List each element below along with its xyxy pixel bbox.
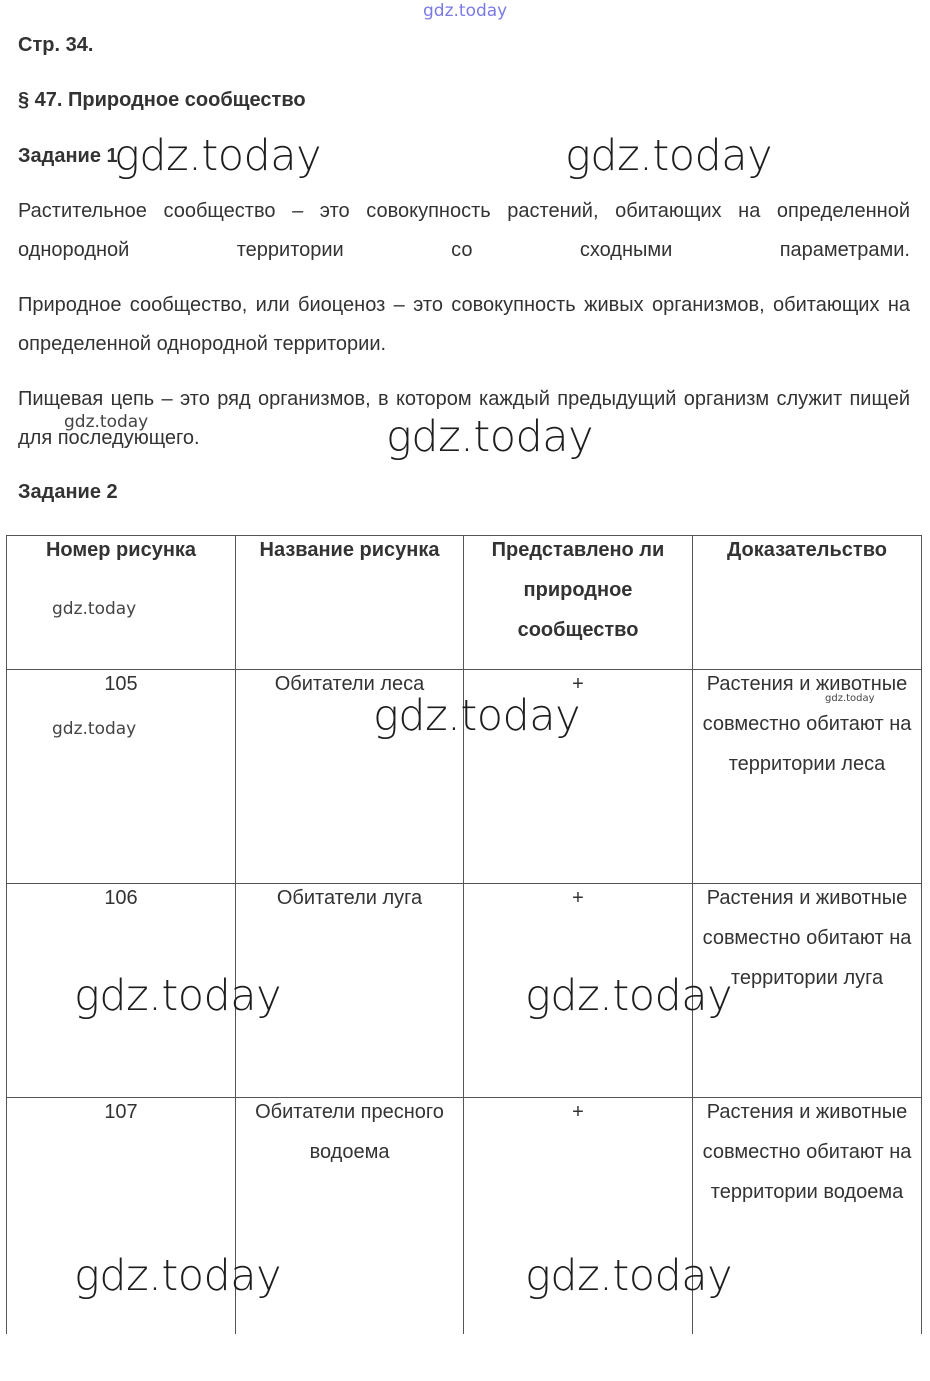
watermark: gdz.today: [386, 412, 594, 462]
watermark-small: gdz.today: [52, 599, 137, 619]
watermark: gdz.today: [74, 1251, 282, 1301]
paragraph-biocenosis: Природное сообщество, или биоценоз – это совокупность живых организмов, обитающих на определенной однородной территории.: [18, 294, 910, 355]
ecosystem-table: [6, 535, 922, 1334]
cell-present: +: [464, 884, 693, 1098]
watermark: gdz.today: [525, 971, 733, 1021]
cell-name: Обитатели пресного водоема: [236, 1098, 464, 1335]
cell-name: Обитатели луга: [236, 884, 464, 1098]
watermark: gdz.today: [565, 131, 773, 181]
watermark-top: gdz.today: [423, 1, 508, 21]
cell-present: +: [464, 670, 693, 884]
cell-proof: Растения и животные совместно обитают на территории водоема: [693, 1098, 922, 1335]
page-label: Стр. 34.: [18, 34, 94, 56]
cell-name: Обитатели леса: [236, 670, 464, 884]
watermark-small: gdz.today: [52, 719, 137, 739]
watermark-tiny: gdz.today: [825, 693, 875, 704]
section-title: § 47. Природное сообщество: [18, 89, 306, 111]
cell-number: 107: [7, 1098, 236, 1335]
cell-number: 106: [7, 884, 236, 1098]
header-community-present: Представлено ли природное сообщество: [464, 536, 693, 670]
header-picture-number: Номер рисунка: [7, 536, 236, 670]
watermark: gdz.today: [114, 131, 322, 181]
header-picture-name: Название рисунка: [236, 536, 464, 670]
task1-title: Задание 1: [18, 145, 118, 167]
header-proof: Доказательство: [693, 536, 922, 670]
paragraph-food-chain: Пищевая цепь – это ряд организмов, в котором каждый предыдущий организм служит пищей для последующего.: [18, 388, 910, 449]
watermark-small: gdz.today: [64, 412, 149, 432]
task2-title: Задание 2: [18, 481, 118, 503]
paragraph-plant-community: Растительное сообщество – это совокупность растений, обитающих на определенной однородной территории со сходными параметрами.: [18, 200, 910, 261]
cell-proof: Растения и животные совместно обитают на территории луга: [693, 884, 922, 1098]
table-header-row: [7, 536, 922, 670]
watermark: gdz.today: [373, 691, 581, 741]
cell-number: 105: [7, 670, 236, 884]
cell-proof: Растения и животные совместно обитают на территории леса: [693, 670, 922, 884]
cell-present: +: [464, 1098, 693, 1335]
watermark: gdz.today: [74, 971, 282, 1021]
watermark: gdz.today: [525, 1251, 733, 1301]
